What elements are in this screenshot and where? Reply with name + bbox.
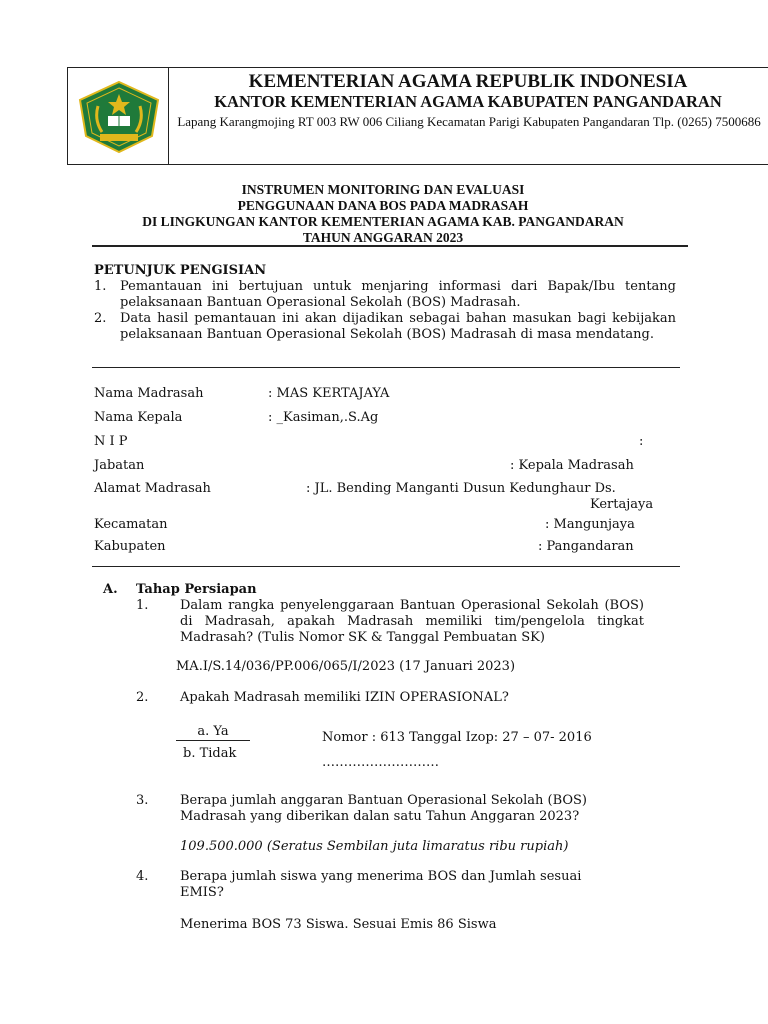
- section-divider: [92, 367, 680, 368]
- question-number: 4.: [136, 869, 149, 884]
- field-value-nama-madrasah: : MAS KERTAJAYA: [268, 386, 390, 401]
- answer-text: MA.I/S.14/036/PP.006/065/I/2023 (17 Januari 2023): [176, 659, 516, 674]
- field-value-alamat: : JL. Bending Manganti Dusun Kedunghaur Ds.: [306, 481, 616, 496]
- field-value-nip: :: [639, 434, 644, 449]
- title-line: PENGGUNAAN DANA BOS PADA MADRASAH: [237, 198, 529, 213]
- field-label: Kecamatan: [94, 517, 168, 532]
- answer-blank: ………………………: [322, 755, 439, 770]
- section-divider: [92, 566, 680, 567]
- field-value-kabupaten: : Pangandaran: [538, 539, 634, 554]
- ministry-name: KEMENTERIAN AGAMA REPUBLIK INDONESIA: [248, 71, 688, 92]
- option-b: b. Tidak: [183, 746, 237, 761]
- question-text: Dalam rangka penyelenggaraan Bantuan Operasional Sekolah (BOS) di Madrasah, apakah Madrasah memiliki tim/pengelola tingkat Madrasah? (Tulis Nomor SK & Tanggal Pembuatan SK): [180, 598, 644, 645]
- field-value-nama-kepala: : _Kasiman,.S.Ag: [268, 410, 379, 425]
- office-name: KANTOR KEMENTERIAN AGAMA KABUPATEN PANGANDARAN: [214, 92, 722, 111]
- question-text: Apakah Madrasah memiliki IZIN OPERASIONAL?: [180, 690, 509, 705]
- option-a: a. Ya: [176, 724, 250, 741]
- section-letter: A.: [103, 582, 118, 597]
- field-label: Alamat Madrasah: [94, 481, 211, 496]
- kemenag-emblem-icon: [76, 80, 162, 154]
- office-address: Lapang Karangmojing RT 003 RW 006 Ciliang Kecamatan Parigi Kabupaten Pangandaran Tlp. (0265) 7500686: [177, 114, 761, 129]
- title-line: DI LINGKUNGAN KANTOR KEMENTERIAN AGAMA KAB. PANGANDARAN: [142, 214, 624, 229]
- instruction-text: Data hasil pemantauan ini akan dijadikan sebagai bahan masukan bagi kebijakan pelaksanaan Bantuan Operasional Sekolah (BOS) Madrasah di masa mendatang.: [120, 311, 676, 342]
- field-value-jabatan: : Kepala Madrasah: [510, 458, 634, 473]
- document-title: [90, 182, 676, 246]
- answer-text: 109.500.000 (Seratus Sembilan juta limaratus ribu rupiah): [180, 839, 569, 854]
- question-text: Berapa jumlah anggaran Bantuan Operasional Sekolah (BOS) Madrasah yang diberikan dalan satu Tahun Anggaran 2023?: [180, 793, 587, 824]
- title-divider: [92, 245, 688, 247]
- question-number: 2.: [136, 690, 149, 705]
- field-label: N I P: [94, 434, 128, 449]
- section-heading: Tahap Persiapan: [136, 582, 257, 597]
- title-line: TAHUN ANGGARAN 2023: [302, 230, 464, 245]
- instructions-heading: PETUNJUK PENGISIAN: [94, 263, 267, 278]
- letterhead: [67, 67, 768, 165]
- instruction-number: 1.: [94, 279, 107, 294]
- field-label: Jabatan: [94, 458, 145, 473]
- field-label: Nama Madrasah: [94, 386, 204, 401]
- answer-text: Menerima BOS 73 Siswa. Sesuai Emis 86 Siswa: [180, 917, 497, 932]
- logo-cell: [68, 68, 169, 164]
- field-value-kecamatan: : Mangunjaya: [545, 517, 635, 532]
- instruction-number: 2.: [94, 311, 107, 326]
- question-number: 1.: [136, 598, 149, 613]
- field-label: Kabupaten: [94, 539, 166, 554]
- field-label: Nama Kepala: [94, 410, 183, 425]
- answer-text: Nomor : 613 Tanggal Izop: 27 – 07- 2016: [322, 730, 592, 745]
- field-value-alamat-continued: Kertajaya: [590, 497, 654, 512]
- question-number: 3.: [136, 793, 149, 808]
- question-text: Berapa jumlah siswa yang menerima BOS dan Jumlah sesuai EMIS?: [180, 869, 582, 900]
- title-line: INSTRUMEN MONITORING DAN EVALUASI: [241, 182, 525, 197]
- instruction-text: Pemantauan ini bertujuan untuk menjaring informasi dari Bapak/Ibu tentang pelaksanaan Bantuan Operasional Sekolah (BOS) Madrasah.: [120, 279, 676, 310]
